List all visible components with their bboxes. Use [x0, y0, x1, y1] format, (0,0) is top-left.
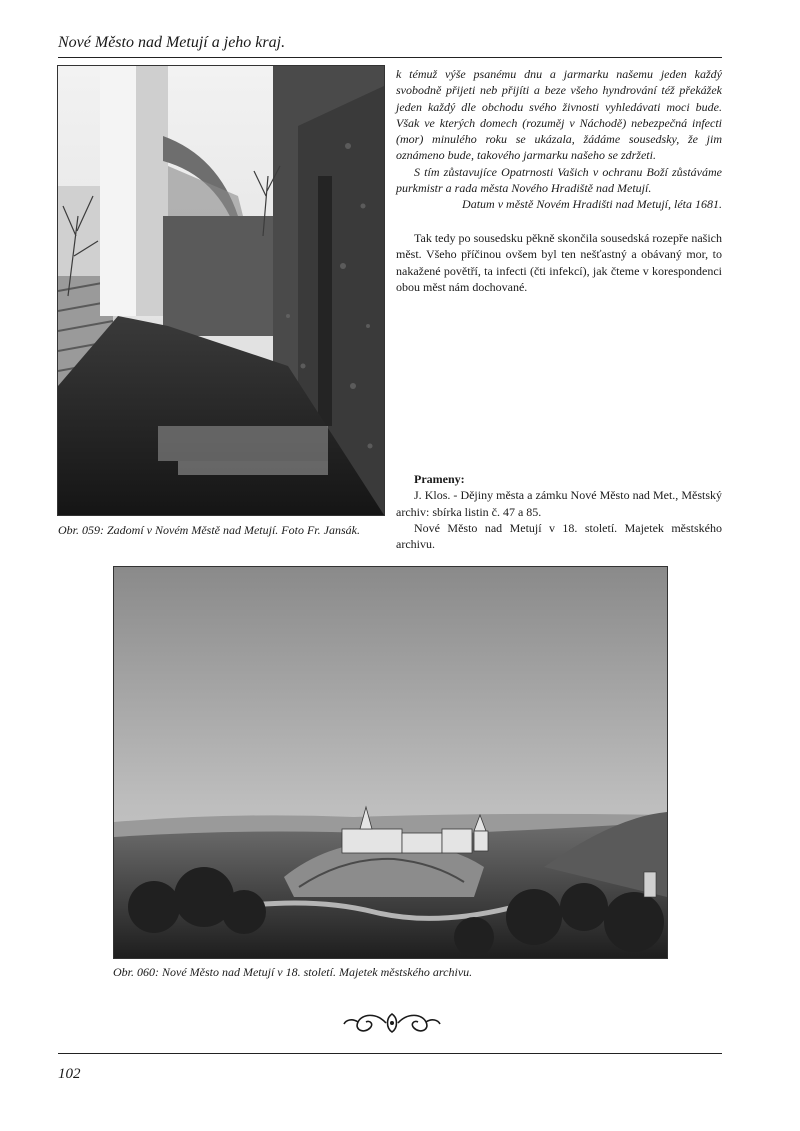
sources-heading: Prameny: [414, 472, 465, 486]
letter-quote [396, 66, 722, 213]
source-item: J. Klos. - Dějiny města a zámku Nové Město nad Met., Městský archiv: sbírka listin č. 47 a 85. [396, 488, 722, 519]
running-header-title: Nové Město nad Metují a jeho kraj. [58, 34, 286, 51]
photo-street-alley [57, 65, 385, 516]
letter-paragraph-2: S tím zůstavujíce Opatrnosti Vašich v ochranu Boží zůstáváme purkmistr a rada města Nového Hradiště nad Metují. [396, 164, 722, 196]
source-item: Nové Město nad Metují v 18. století. Majetek městského archivu. [396, 520, 722, 552]
sources-section [396, 471, 722, 552]
decorative-ornament-icon [340, 1008, 444, 1038]
body-paragraph-block [396, 230, 722, 295]
figure-059-caption: Obr. 059: Zadomí v Novém Městě nad Metují. Foto Fr. Jansák. [58, 523, 360, 537]
page-number: 102 [58, 1066, 81, 1082]
header-rule [58, 57, 722, 58]
letter-date-line: Datum v městě Novém Hradišti nad Metují, léta 1681. [462, 197, 722, 212]
painting-town-landscape [113, 566, 668, 959]
body-paragraph: Tak tedy po sousedsku pěkně skončila sousedská rozepře našich měst. Všeho příčinou ovšem byl ten nešťastný a obávaný mor, to nakažené povětří, ta infecti (čti infekcí), jak čteme v korespondenci obou měst nám dochované. [396, 231, 722, 294]
figure-060-caption: Obr. 060: Nové Město nad Metují v 18. století. Majetek městského archivu. [113, 965, 473, 979]
footer-rule [58, 1053, 722, 1054]
letter-paragraph-1: k témuž výše psanému dnu a jarmarku našemu jeden každý svobodně přijeti neb přijíti a beze všeho hyndrování též překážek jeden každý dle obchodu svého živnosti vyhledávati moci bude. Však ve kterých domech (rozuměj v Náchodě) nebezpečná infecti (mor) minulého roku se ukázala, žádáme sousedsky, že jim oznámeno bude, takového jarmarku našeho se zdržeti. [396, 67, 722, 163]
